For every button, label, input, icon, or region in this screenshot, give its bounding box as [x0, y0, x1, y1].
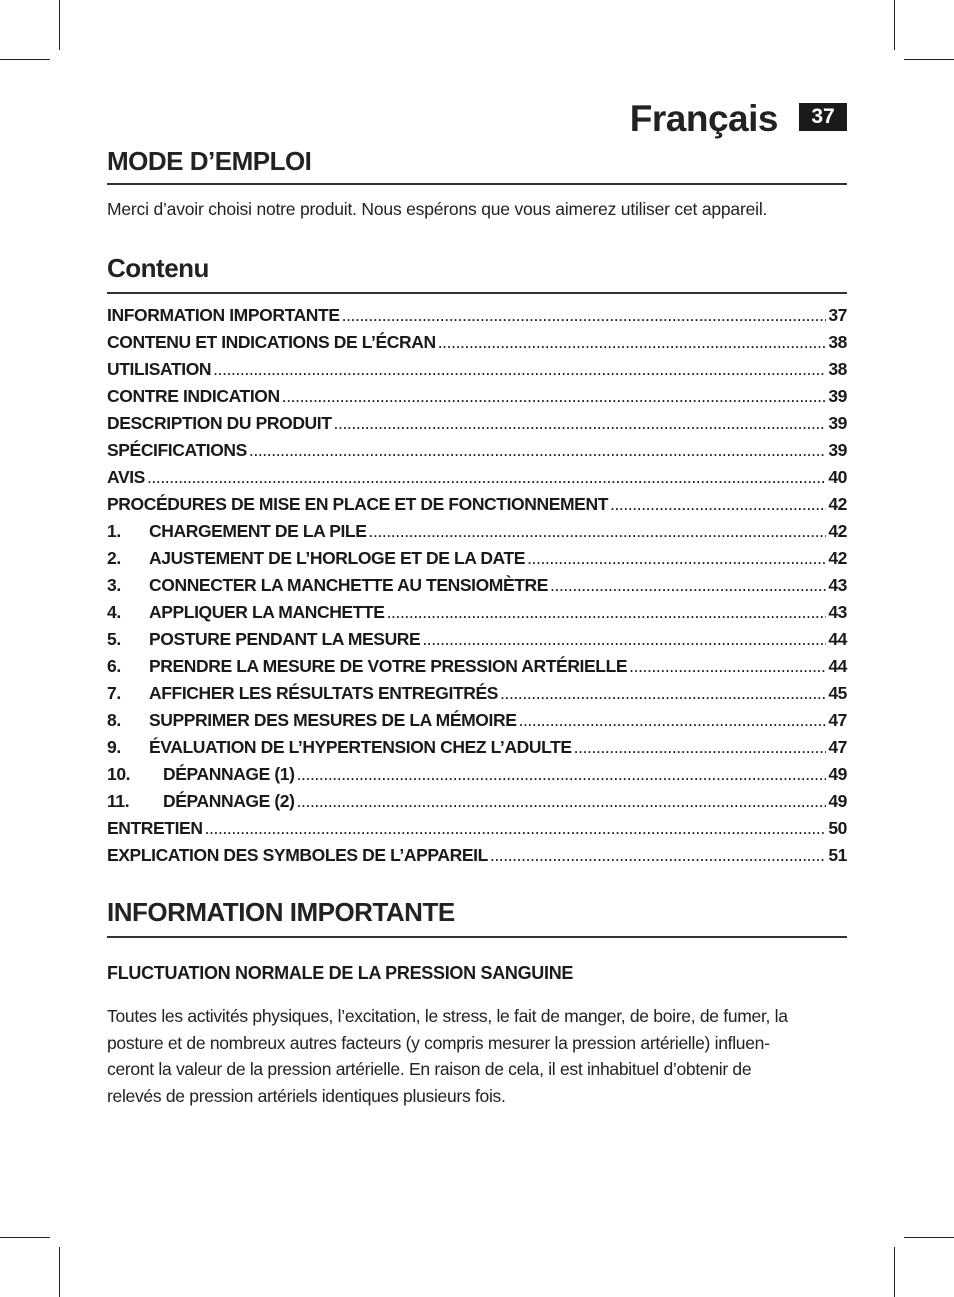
- toc-leader-dots: [249, 440, 826, 461]
- toc-entry-title: SPÉCIFICATIONS: [107, 440, 247, 460]
- section-subheading: FLUCTUATION NORMALE DE LA PRESSION SANGUINE: [107, 963, 574, 983]
- crop-mark: [0, 59, 50, 60]
- toc-list: [107, 305, 847, 872]
- section-heading-block: [107, 897, 847, 938]
- toc-entry-page: 47: [828, 737, 847, 757]
- paragraph-line: relevés de pression artériels identiques plusieurs fois.: [107, 1085, 506, 1106]
- toc-leader-dots: [213, 359, 826, 380]
- toc-leader-dots: [297, 791, 827, 812]
- toc-entry[interactable]: [107, 656, 847, 683]
- toc-entry[interactable]: [107, 575, 847, 602]
- toc-entry-page: 39: [828, 386, 847, 406]
- toc-entry-page: 45: [828, 683, 847, 703]
- toc-leader-dots: [297, 764, 827, 785]
- toc-entry-title: APPLIQUER LA MANCHETTE: [149, 602, 385, 622]
- toc-entry-title: CHARGEMENT DE LA PILE: [149, 521, 367, 541]
- toc-entry[interactable]: [107, 413, 847, 440]
- toc-leader-dots: [518, 710, 826, 731]
- toc-entry-page: 51: [828, 845, 847, 865]
- toc-entry-title: AJUSTEMENT DE L’HORLOGE ET DE LA DATE: [149, 548, 526, 568]
- toc-leader-dots: [147, 467, 826, 488]
- toc-leader-dots: [610, 494, 826, 515]
- toc-entry-number: 5.: [107, 629, 121, 649]
- paragraph-text: [107, 1003, 847, 1109]
- toc-entry[interactable]: [107, 683, 847, 710]
- toc-entry-number: 11.: [107, 791, 130, 811]
- toc-entry-number: 7.: [107, 683, 121, 703]
- intro-text: Merci d’avoir choisi notre produit. Nous espérons que vous aimerez utiliser cet appareil.: [107, 199, 768, 219]
- crop-mark: [904, 1237, 954, 1238]
- toc-entry-number: 3.: [107, 575, 121, 595]
- toc-entry-page: 47: [828, 710, 847, 730]
- toc-entry[interactable]: [107, 737, 847, 764]
- toc-entry-title: DÉPANNAGE (2): [163, 791, 295, 811]
- paragraph-line: posture et de nombreux autres facteurs (y compris mesurer la pression artérielle) influen-: [107, 1032, 770, 1053]
- intro-block: [107, 199, 847, 220]
- toc-entry[interactable]: [107, 710, 847, 737]
- toc-entry-title: DESCRIPTION DU PRODUIT: [107, 413, 332, 433]
- toc-entry-title: ENTRETIEN: [107, 818, 203, 838]
- toc-entry-page: 38: [828, 359, 847, 379]
- toc-entry-title: SUPPRIMER DES MESURES DE LA MÉMOIRE: [149, 710, 517, 730]
- toc-entry-title: PROCÉDURES DE MISE EN PLACE ET DE FONCTIONNEMENT: [107, 494, 608, 514]
- toc-entry-page: 37: [828, 305, 847, 325]
- toc-entry-number: 4.: [107, 602, 121, 622]
- toc-entry-page: 43: [828, 602, 847, 622]
- toc-entry-title: POSTURE PENDANT LA MESURE: [149, 629, 421, 649]
- body-paragraph: [107, 1003, 847, 1109]
- crop-mark: [0, 1237, 50, 1238]
- toc-entry-title: ÉVALUATION DE L’HYPERTENSION CHEZ L’ADULTE: [149, 737, 572, 757]
- toc-entry-page: 38: [828, 332, 847, 352]
- toc-entry-page: 40: [828, 467, 847, 487]
- toc-entry-page: 44: [828, 656, 847, 676]
- toc-leader-dots: [574, 737, 827, 758]
- toc-entry-number: 1.: [107, 521, 121, 541]
- toc-entry-title: INFORMATION IMPORTANTE: [107, 305, 340, 325]
- crop-mark: [894, 1247, 895, 1297]
- toc-leader-dots: [282, 386, 827, 407]
- crop-mark: [59, 1247, 60, 1297]
- toc-entry-title: EXPLICATION DES SYMBOLES DE L’APPAREIL: [107, 845, 488, 865]
- paragraph-line: Toutes les activités physiques, l’excitation, le stress, le fait de manger, de boire, de fumer, la: [107, 1006, 788, 1026]
- document-title-block: [107, 146, 847, 185]
- toc-entry-number: 9.: [107, 737, 121, 757]
- toc-heading: Contenu: [107, 253, 847, 294]
- toc-leader-dots: [500, 683, 826, 704]
- toc-heading-block: [107, 253, 847, 294]
- toc-leader-dots: [334, 413, 827, 434]
- toc-entry-number: 6.: [107, 656, 121, 676]
- subheading-block: [107, 963, 847, 984]
- toc-entry-title: AVIS: [107, 467, 145, 487]
- toc-entry-number: 2.: [107, 548, 121, 568]
- toc-entry[interactable]: [107, 386, 847, 413]
- toc-leader-dots: [387, 602, 827, 623]
- toc-leader-dots: [527, 548, 826, 569]
- toc-entry[interactable]: [107, 818, 847, 845]
- toc-entry[interactable]: [107, 332, 847, 359]
- toc-entry[interactable]: [107, 629, 847, 656]
- toc-entry[interactable]: [107, 494, 847, 521]
- toc-entry[interactable]: [107, 764, 847, 791]
- toc-entry-number: 8.: [107, 710, 121, 730]
- toc-entry[interactable]: [107, 440, 847, 467]
- toc-leader-dots: [490, 845, 826, 866]
- toc-entry-title: AFFICHER LES RÉSULTATS ENTREGITRÉS: [149, 683, 499, 703]
- language-label: Français: [629, 98, 778, 139]
- toc-entry-page: 42: [828, 521, 847, 541]
- toc-entry-page: 49: [828, 764, 847, 784]
- toc-leader-dots: [422, 629, 826, 650]
- paragraph-line: ceront la valeur de la pression artérielle. En raison de cela, il est inhabituel d’obtenir de: [107, 1059, 752, 1079]
- crop-mark: [59, 0, 60, 50]
- toc-entry-page: 39: [828, 413, 847, 433]
- toc-entry-page: 42: [828, 548, 847, 568]
- toc-entry[interactable]: [107, 467, 847, 494]
- toc-leader-dots: [205, 818, 827, 839]
- toc-entry-title: UTILISATION: [107, 359, 212, 379]
- toc-entry-title: DÉPANNAGE (1): [163, 764, 295, 784]
- toc-entry-title: CONTRE INDICATION: [107, 386, 280, 406]
- toc-leader-dots: [629, 656, 826, 677]
- toc-entry[interactable]: [107, 548, 847, 575]
- toc-entry-number: 10.: [107, 764, 131, 784]
- toc-leader-dots: [342, 305, 827, 326]
- section-heading: INFORMATION IMPORTANTE: [107, 897, 847, 938]
- toc-entry-page: 50: [828, 818, 847, 838]
- toc-leader-dots: [550, 575, 826, 596]
- toc-entry-title: PRENDRE LA MESURE DE VOTRE PRESSION ARTÉRIELLE: [149, 656, 628, 676]
- document-title: MODE D’EMPLOI: [107, 146, 847, 185]
- toc-leader-dots: [438, 332, 827, 353]
- toc-entry[interactable]: [107, 791, 847, 818]
- crop-mark: [904, 59, 954, 60]
- table-of-contents: [107, 305, 847, 872]
- toc-entry[interactable]: [107, 359, 847, 386]
- toc-entry-title: CONTENU ET INDICATIONS DE L’ÉCRAN: [107, 332, 436, 352]
- toc-entry-page: 44: [828, 629, 847, 649]
- toc-entry[interactable]: [107, 602, 847, 629]
- toc-leader-dots: [369, 521, 827, 542]
- toc-entry[interactable]: [107, 305, 847, 332]
- page-number-badge: 37: [799, 103, 847, 131]
- toc-entry[interactable]: [107, 521, 847, 548]
- toc-entry-page: 39: [828, 440, 847, 460]
- crop-mark: [894, 0, 895, 50]
- toc-entry-title: CONNECTER LA MANCHETTE AU TENSIOMÈTRE: [149, 575, 549, 595]
- toc-entry-page: 49: [828, 791, 847, 811]
- toc-entry-page: 42: [828, 494, 847, 514]
- toc-entry-page: 43: [828, 575, 847, 595]
- toc-entry[interactable]: [107, 845, 847, 872]
